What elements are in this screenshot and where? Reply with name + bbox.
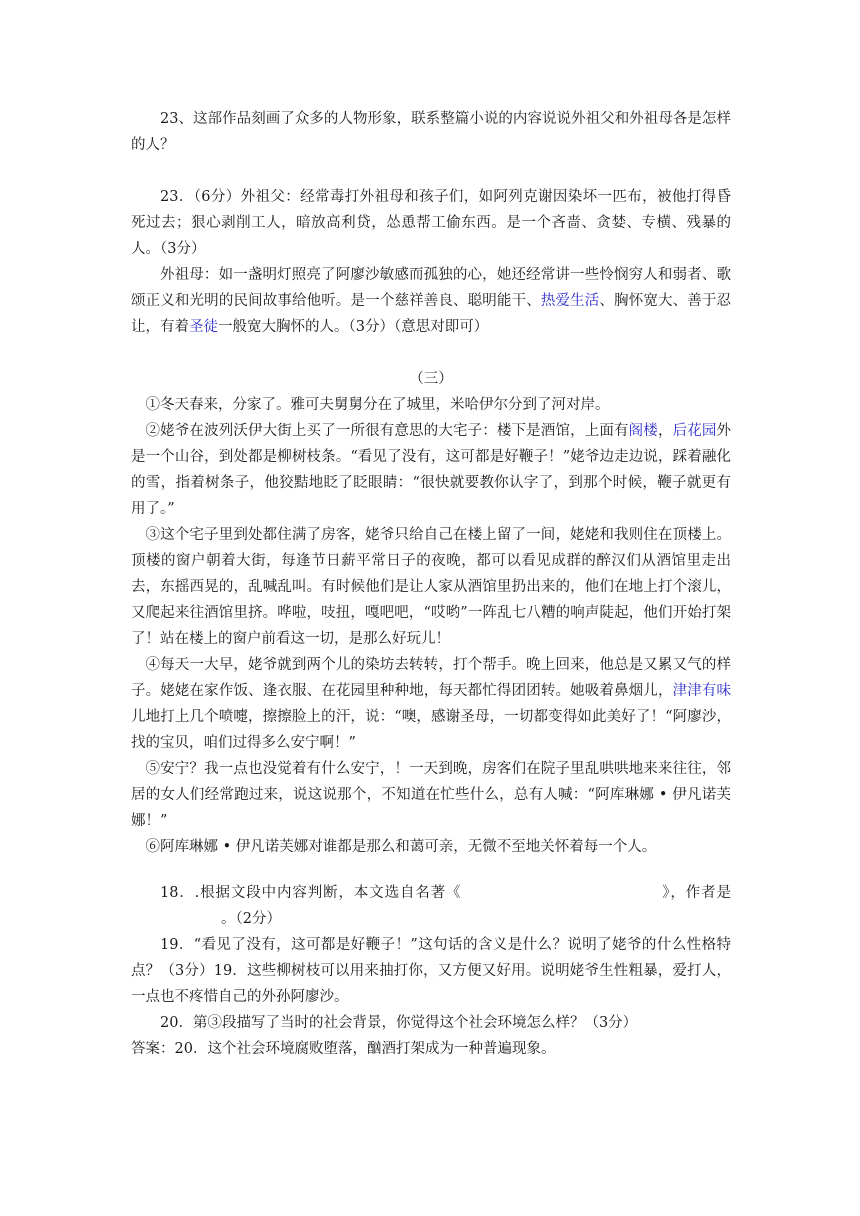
section-heading: （三）	[409, 371, 453, 387]
paragraph-6: ⑥阿库琳娜 • 伊凡诺芙娜对谁都是那么和蔼可亲，无微不至地关怀着每一个人。	[145, 839, 657, 855]
answer-text: 、胸怀宽大、善于忍让，有着	[131, 293, 732, 335]
answer-23-grandmother	[131, 262, 731, 340]
link-houhuayuan[interactable]: 后花园	[672, 423, 717, 439]
paragraph-text: ④每天一大早，姥爷就到两个儿的染坊去转转，打个帮手。晚上回来，他总是又累又气的样子。姥姥在家作饭、逢衣服、在花园里种种地，每天都忙得团团转。她吸着鼻烟儿，	[131, 657, 731, 699]
paragraph-text: ②姥爷在波列沃伊大街上买了一所很有意思的大宅子：楼下是酒馆，上面有	[145, 423, 629, 439]
document-page	[131, 106, 731, 1062]
link-jinjinyouwei[interactable]: 津津有味	[672, 683, 732, 699]
paragraph-2	[131, 418, 731, 522]
question-18	[131, 880, 731, 932]
link-shengtu[interactable]: 圣徒	[189, 319, 218, 335]
paragraph-text: ，	[657, 423, 673, 439]
link-rexi-shenghuo[interactable]: 热爱生活	[540, 293, 600, 309]
answer-23-grandfather: 23．（6分）外祖父：经常毒打外祖母和孩子们，如阿列克谢因染坏一匹布，被他打得昏死过去；狠心剥削工人，暗放高利贷，怂恿帮工偷东西。是一个吝啬、贪婪、专横、残暴的人。（3分）	[131, 189, 731, 257]
link-gelou[interactable]: 阁楼	[628, 423, 658, 439]
question-text: 18．.根据文段中内容判断，本文选自名著《	[160, 885, 462, 901]
question-text: 。（2分）	[221, 911, 281, 927]
question-text: 》，作者是	[661, 885, 732, 901]
question-19: 19．“看见了没有，这可都是好鞭子！”这句话的含义是什么？说明了姥爷的什么性格特点？（3分）19．这些柳树枝可以用来抽打你，又方便又好用。说明姥爷生性粗暴，爱打人，一点也不疼惜自己的外孙阿廖沙。	[131, 937, 731, 1005]
answer-text: 一般宽大胸怀的人。（3分）（意思对即可）	[218, 319, 489, 335]
question-20: 20．第③段描写了当时的社会背景，你觉得这个社会环境怎么样？（3分）	[160, 1015, 638, 1031]
spacer	[131, 158, 731, 184]
paragraph-5: ⑤安宁？我一点也没觉着有什么安宁，！一天到晚，房客们在院子里乱哄哄地来来往往，邻居的女人们经常跑过来，说这说那个，不知道在忙些什么，总有人喊：“阿库琳娜 • 伊凡诺芙娜！”	[131, 761, 731, 829]
answer-text: 外祖母：如一盏明灯照亮了阿廖沙敏感而孤独的心，她还经常讲一些怜悯穷人和弱者、歌颂正义和光明的民间故事给他听。是一个慈祥善良、聪明能干、	[131, 267, 731, 309]
paragraph-3: ③这个宅子里到处都住满了房客，姥爷只给自己在楼上留了一间，姥姥和我则住在顶楼上。顶楼的窗户朝着大街，每逢节日薪平常日子的夜晚，都可以看见成群的醉汉们从酒馆里走出去，东摇西晃的，乱喊乱叫。有时候他们是让人家从酒馆里扔出来的，他们在地上打个滚儿，又爬起来往酒馆里挤。哗啦，吱扭，嘎吧吧，“哎哟”一阵乱七八糟的响声陡起，他们开始打架了！站在楼上的窗户前看这一切，是那么好玩儿！	[131, 527, 731, 647]
paragraph-4	[131, 652, 731, 756]
answer-20: 答案：20．这个社会环境腐败堕落，酗酒打架成为一种普遍现象。	[131, 1041, 556, 1057]
paragraph-text: 外是一个山谷，到处都是柳树枝条。“看见了没有，这可都是好鞭子！”姥爷边走边说，踩着融化的雪，指着树条子，他狡黠地眨了眨眼睛：“很快就要教你认字了，到那个时候，鞭子就更有用了。”	[131, 423, 732, 517]
question-23: 23、这部作品刻画了众多的人物形象，联系整篇小说的内容说说外祖父和外祖母各是怎样的人？	[131, 111, 731, 153]
spacer	[131, 340, 731, 366]
paragraph-text: 儿地打上几个喷嚏，擦擦脸上的汗，说：“噢，感谢圣母，一切都变得如此美好了！“阿廖沙，找的宝贝，咱们过得多么安宁啊！”	[131, 709, 731, 751]
spacer	[131, 860, 731, 880]
paragraph-1: ①冬天春来，分家了。雅可夫舅舅分在了城里，米哈伊尔分到了河对岸。	[145, 397, 610, 413]
